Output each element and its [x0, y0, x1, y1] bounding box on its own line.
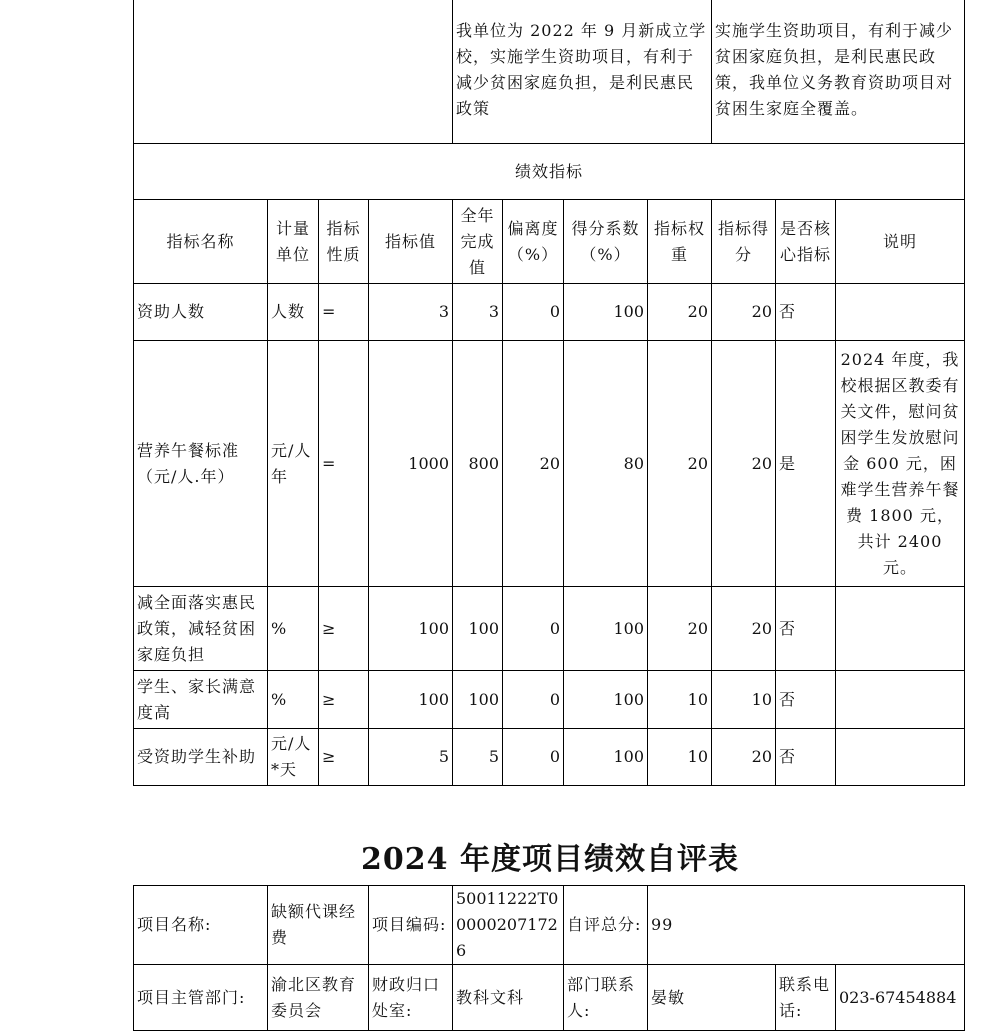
purpose-row	[134, 0, 965, 144]
indicator-weight: 10	[648, 671, 712, 729]
indicator-deviation: 0	[503, 587, 564, 671]
project-code-label: 项目编码:	[369, 886, 453, 965]
indicator-unit: %	[268, 587, 319, 671]
phone-label: 联系电话:	[776, 965, 836, 1031]
indicator-actual: 100	[453, 671, 503, 729]
project-info-table	[133, 885, 965, 1031]
indicator-coef: 100	[564, 671, 648, 729]
indicator-name: 受资助学生补助	[134, 729, 268, 786]
empty-cell	[134, 0, 453, 144]
finance-value: 教科文科	[453, 965, 564, 1031]
purpose-text-a: 我单位为 2022 年 9 月新成立学校，实施学生资助项目，有利于减少贫困家庭负担，是利民惠民政策	[453, 0, 712, 144]
purpose-text-b: 实施学生资助项目，有利于减少贫困家庭负担，是利民惠民政策，我单位义务教育资助项目对贫困生家庭全覆盖。	[712, 0, 965, 144]
indicator-note: 2024 年度，我校根据区教委有关文件，慰问贫困学生发放慰问金 600 元，困难学生营养午餐费 1800 元，共计 2400 元。	[836, 341, 965, 587]
indicator-coef: 100	[564, 284, 648, 341]
indicator-core: 否	[776, 729, 836, 786]
header-cell: 指标权重	[648, 200, 712, 284]
table-row	[134, 729, 965, 786]
project-name-label: 项目名称:	[134, 886, 268, 965]
indicator-core: 是	[776, 341, 836, 587]
header-cell: 全年完成值	[453, 200, 503, 284]
header-cell: 指标值	[369, 200, 453, 284]
indicator-score: 10	[712, 671, 776, 729]
table-row	[134, 587, 965, 671]
contact-label: 部门联系人:	[564, 965, 648, 1031]
header-row	[134, 200, 965, 284]
header-cell: 指标名称	[134, 200, 268, 284]
indicator-unit: 人数	[268, 284, 319, 341]
dept-label: 项目主管部门:	[134, 965, 268, 1031]
indicator-unit: 元/人*天	[268, 729, 319, 786]
indicator-score: 20	[712, 341, 776, 587]
indicator-target: 3	[369, 284, 453, 341]
indicator-deviation: 0	[503, 729, 564, 786]
indicator-deviation: 0	[503, 671, 564, 729]
indicator-core: 否	[776, 284, 836, 341]
indicator-coef: 100	[564, 729, 648, 786]
header-cell: 指标性质	[319, 200, 369, 284]
indicator-score: 20	[712, 284, 776, 341]
indicator-name: 营养午餐标准（元/人.年）	[134, 341, 268, 587]
header-cell: 得分系数（%）	[564, 200, 648, 284]
indicator-target: 100	[369, 587, 453, 671]
table-row	[134, 284, 965, 341]
table-row	[134, 671, 965, 729]
phone-value: 023-67454884	[836, 965, 965, 1031]
indicator-score: 20	[712, 587, 776, 671]
header-cell: 计量单位	[268, 200, 319, 284]
indicator-target: 1000	[369, 341, 453, 587]
page-title: 2024 年度项目绩效自评表	[361, 842, 739, 877]
indicator-deviation: 20	[503, 341, 564, 587]
header-cell: 是否核心指标	[776, 200, 836, 284]
header-cell: 偏离度（%）	[503, 200, 564, 284]
indicator-name: 资助人数	[134, 284, 268, 341]
finance-label: 财政归口处室:	[369, 965, 453, 1031]
indicator-target: 100	[369, 671, 453, 729]
header-cell: 指标得分	[712, 200, 776, 284]
indicator-note	[836, 284, 965, 341]
header-cell: 说明	[836, 200, 965, 284]
indicator-note	[836, 587, 965, 671]
indicator-unit: %	[268, 671, 319, 729]
indicator-nature: ≥	[319, 671, 369, 729]
indicator-actual: 100	[453, 587, 503, 671]
indicator-nature: =	[319, 284, 369, 341]
indicator-core: 否	[776, 587, 836, 671]
indicator-weight: 20	[648, 284, 712, 341]
indicator-core: 否	[776, 671, 836, 729]
indicator-coef: 80	[564, 341, 648, 587]
indicator-target: 5	[369, 729, 453, 786]
indicator-note	[836, 729, 965, 786]
dept-value: 渝北区教育委员会	[268, 965, 369, 1031]
indicator-nature: =	[319, 341, 369, 587]
indicator-weight: 10	[648, 729, 712, 786]
indicator-name: 学生、家长满意度高	[134, 671, 268, 729]
contact-value: 晏敏	[648, 965, 776, 1031]
indicator-coef: 100	[564, 587, 648, 671]
indicator-weight: 20	[648, 587, 712, 671]
indicator-actual: 800	[453, 341, 503, 587]
section-title: 绩效指标	[134, 144, 965, 200]
indicator-nature: ≥	[319, 729, 369, 786]
self-score-label: 自评总分:	[564, 886, 648, 965]
indicator-actual: 3	[453, 284, 503, 341]
indicator-score: 20	[712, 729, 776, 786]
performance-table	[133, 0, 965, 786]
indicator-name: 减全面落实惠民政策，减轻贫困家庭负担	[134, 587, 268, 671]
indicator-weight: 20	[648, 341, 712, 587]
project-code-value: 50011222T000002071726	[453, 886, 564, 965]
indicator-unit: 元/人年	[268, 341, 319, 587]
indicator-deviation: 0	[503, 284, 564, 341]
indicator-actual: 5	[453, 729, 503, 786]
project-name-value: 缺额代课经费	[268, 886, 369, 965]
indicator-nature: ≥	[319, 587, 369, 671]
indicator-note	[836, 671, 965, 729]
self-score-value: 99	[648, 886, 965, 965]
table-row	[134, 341, 965, 587]
